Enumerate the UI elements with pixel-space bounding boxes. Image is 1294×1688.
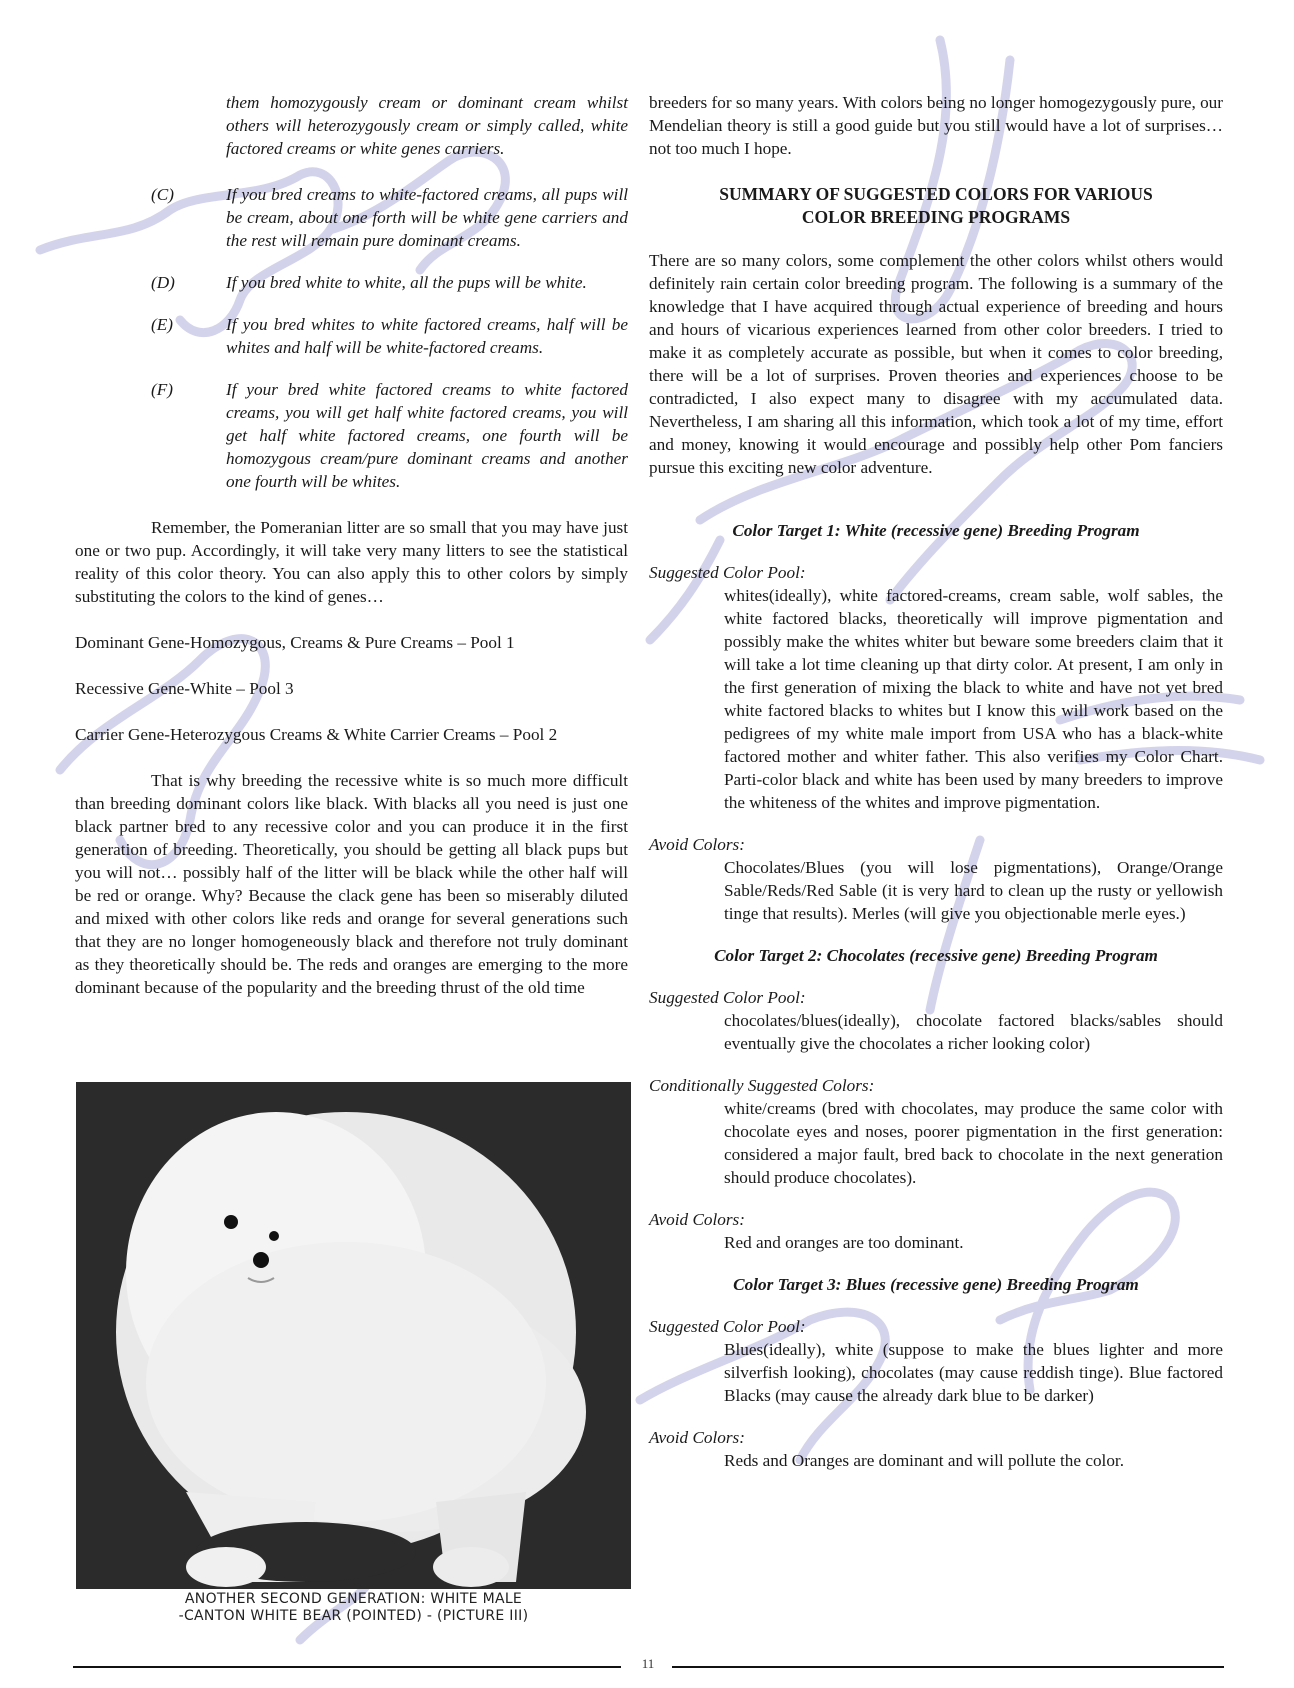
heading-line-1: SUMMARY OF SUGGESTED COLORS FOR VARIOUS [719,184,1153,204]
target-2-title: Color Target 2: Chocolates (recessive gene) Breeding Program [714,946,1158,965]
target-2-pool-label: Suggested Color Pool: [649,988,806,1007]
list-item-text: If you bred whites to white factored creams, half will be whites and half will be white-factored creams. [226,315,628,357]
target-2-cond-label: Conditionally Suggested Colors: [649,1076,875,1095]
target-1-avoid-text: Chocolates/Blues (you will lose pigmentations), Orange/Orange Sable/Reds/Red Sable (it is very hard to clean up the rusty or yellowish tinge that results). Merles (will give you objectionable merle eyes.) [724,858,1223,923]
list-item-continued [75,91,628,160]
photo-caption [76,1591,631,1625]
list-item-text: them homozygously cream or dominant cream whilst others will heterozygously cream or simply called, white factored creams or white genes carriers. [226,93,628,158]
target-1-avoid-label: Avoid Colors: [649,835,745,854]
target-3-avoid-label: Avoid Colors: [649,1428,745,1447]
page-number: 11 [641,1656,655,1671]
pomeranian-photo [76,1082,631,1589]
section-heading [649,183,1223,229]
list-item-text: If you bred creams to white-factored creams, all pups will be cream, about one forth will be white gene carriers and the rest will remain pure dominant creams. [226,185,628,250]
list-item-label: (D) [151,273,175,292]
caption-line-1: ANOTHER SECOND GENERATION: WHITE MALE [184,1591,523,1607]
heading-line-2: COLOR BREEDING PROGRAMS [801,207,1071,227]
list-item-label: (E) [151,315,173,334]
target-1-title: Color Target 1: White (recessive gene) Breeding Program [732,521,1140,540]
footer-rule-left [73,1666,621,1668]
list-item-f [75,378,628,493]
pool-line-1: Dominant Gene-Homozygous, Creams & Pure Creams – Pool 1 [75,633,515,652]
target-3-avoid-text: Reds and Oranges are dominant and will pollute the color. [724,1451,1124,1470]
target-2-avoid-label: Avoid Colors: [649,1210,745,1229]
pool-line-2: Carrier Gene-Heterozygous Creams & White Carrier Creams – Pool 2 [75,725,558,744]
paragraph-remember: Remember, the Pomeranian litter are so small that you may have just one or two pup. Accordingly, it will take very many litters to see the statistical reality of this color theory. You can also apply this to other colors by simply substituting the colors to the kind of genes… [75,518,628,606]
white-pomeranian-image [76,1082,631,1589]
footer-rule-right [672,1666,1224,1668]
list-item-c [75,183,628,252]
list-item-text: If your bred white factored creams to white factored creams, you will get half white factored creams, you will get half white factored creams, one fourth will be homozygous cream/pure dominant creams and another one fourth will be whites. [226,380,628,491]
target-2-pool-text: chocolates/blues(ideally), chocolate factored blacks/sables should eventually give the chocolates a richer looking color) [724,1011,1223,1053]
list-item-label: (F) [151,380,173,399]
target-1-pool-label: Suggested Color Pool: [649,563,806,582]
target-2-cond-text: white/creams (bred with chocolates, may produce the same color with chocolate eyes and noses, poorer pigmentation in the first generation: considered a major fault, bred back to chocolate in the next generation should produce chocolates). [724,1099,1223,1187]
left-column [75,91,628,999]
target-3-pool-text: Blues(ideally), white (suppose to make the blues lighter and more silverfish looking), chocolates (may cause reddish tinge). Blue factored Blacks (may cause the already dark blue to be darker) [724,1340,1223,1405]
paragraph-intro: There are so many colors, some complement the other colors whilst others would definitely rain certain color breeding program. The following is a summary of the knowledge that I have acquired through actual experience of breeding and hours and hours of vicarious experiences learned from other color breeders. I tried to make it as completely accurate as possible, but when it comes to color breeding, there will be a lot of surprises. Proven theories and experiences choose to be contradicted, I also expect many to disagree with my accumulated data. Nevertheless, I am sharing all this information, which took a lot of my time, effort and money, knowing it would encourage and possibly help other Pom fanciers pursue this exciting new color adventure. [649,251,1223,477]
list-item-e [75,313,628,359]
list-item-label: (C) [151,185,174,204]
list-item-d [75,271,628,294]
list-item-text: If you bred white to white, all the pups will be white. [226,273,587,292]
paragraph-breeders: breeders for so many years. With colors being no longer homogezygously pure, our Mendelian theory is still a good guide but you still would have a lot of surprises… not too much I hope. [649,93,1223,158]
target-2-avoid-text: Red and oranges are too dominant. [724,1233,964,1252]
target-3-title: Color Target 3: Blues (recessive gene) Breeding Program [733,1275,1139,1294]
pool-line-3: Recessive Gene-White – Pool 3 [75,679,294,698]
right-column [649,91,1223,1472]
target-1-pool-text: whites(ideally), white factored-creams, cream sable, wolf sables, the white factored blacks, theoretically will improve pigmentation and possibly make the whites whiter but beware some breeders claim that it will take a lot time cleaning up that dirty color. At present, I am only in the first generation of mixing the black to white and have not yet bred white factored blacks to whites but I know this will work based on the pedigrees of my white male import from USA who has a black-white factored mother and whiter father. This also verifies my Color Chart. Parti-color black and white has been used by many breeders to improve the whiteness of the whites and improve pigmentation. [724,586,1223,812]
caption-line-2: -CANTON WHITE BEAR (POINTED) - (PICTURE III) [178,1608,529,1624]
paragraph-recessive-white: That is why breeding the recessive white is so much more difficult than breeding dominant colors like black. With blacks all you need is just one black partner bred to any recessive color and you can produce it in the first generation of breeding. Theoretically, you should be getting all black pups but you will not… possibly half of the litter will be black while the other half will be red or orange. Why? Because the clack gene has been so miserably diluted and mixed with other colors like reds and orange for several generations such that they are no longer homogeneously black and therefore not truly dominant as they theoretically should be. The reds and oranges are emerging to the more dominant because of the popularity and the breeding thrust of the old time [75,771,628,997]
target-3-pool-label: Suggested Color Pool: [649,1317,806,1336]
